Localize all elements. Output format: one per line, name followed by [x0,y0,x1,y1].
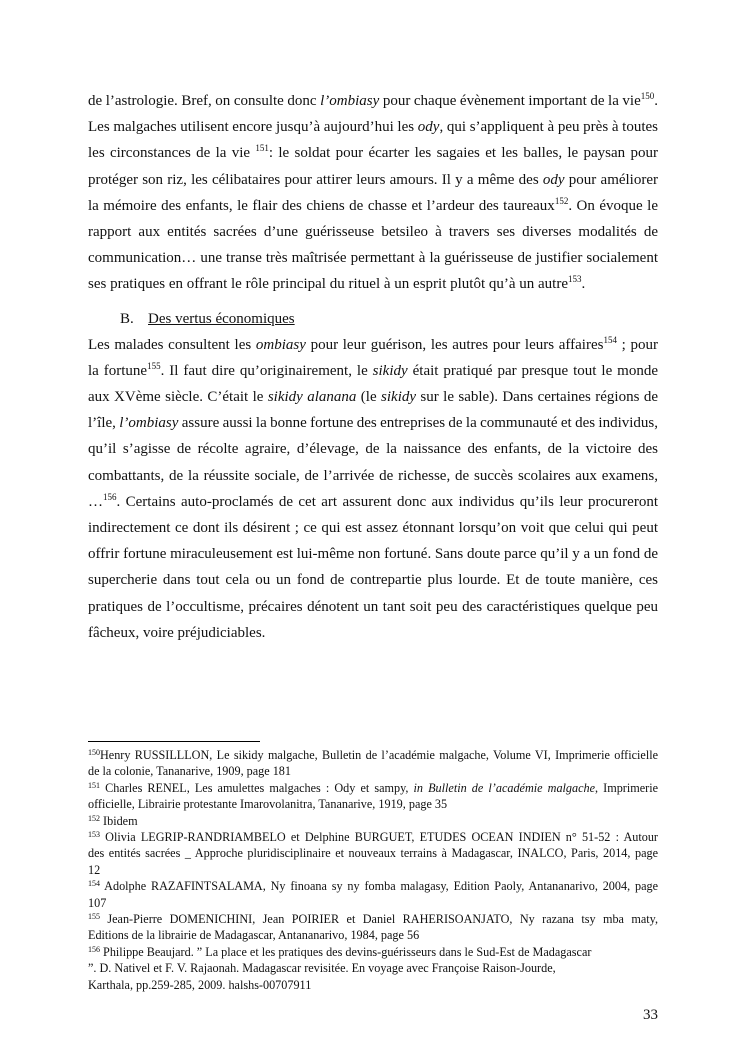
text-run: protéger son riz, les célibataires pour attirer leurs amours. Il y a même des [88,171,543,188]
section-letter: B. [120,310,134,327]
section-heading [88,308,658,330]
text-line [88,763,658,779]
footnote-ref: 153 [568,274,582,285]
footnote-154 [88,878,658,911]
text-run: indirectement ce dont ils désirent ; ce qui est assez étonnant lorsqu’on voit que celui qui peut [88,520,658,537]
text-run: sur le sable). Dans certaines régions de [416,389,658,406]
italic-term: l’ombiasy [320,93,380,109]
footnote-ref: 156 [88,944,100,954]
text-line [88,862,658,878]
text-run: Les malgaches utilisent encore jusqu’à aujourd’hui les [88,119,418,136]
text-run: des entités sacrées _ Approche pluridisciplinaire et nouveaux terrains à Madagascar, INALCO, Paris, 2014, page [88,846,658,861]
text-run: assure aussi la bonne fortune des entreprises de la communauté et des individus, [178,415,658,432]
text-line [88,88,658,114]
page-number: 33 [643,1007,658,1024]
text-line [88,594,658,620]
text-line [88,780,658,796]
text-line [88,515,658,541]
text-line [88,878,658,894]
text-run: qu’il s’agisse de récolte agraire, d’élevage, de la naissance des enfants, de la victoire des [88,441,658,458]
text-run: combattants, de la réussite sociale, de l’arrivée de richesse, de succès scolaires aux examens, [88,467,658,484]
text-line [88,358,658,384]
text-run: supercherie dans tout cela ou un fond de contrepartie plus lourde. Et de toute manière, ces [88,572,658,589]
text-line [88,796,658,812]
text-run: : le soldat pour écarter les sagaies et les balles, le paysan pour [268,145,658,162]
text-run: ”. D. Nativel et F. V. Rajaonah. Madagascar revisitée. En voyage avec Françoise Raison-Jourde, [88,961,556,976]
text-line [88,219,658,245]
text-run: Jean-Pierre DOMENICHINI, Jean POIRIER et Daniel RAHERISOANJATO, Ny razana tsy mba maty, [100,912,658,927]
footnote-ref: 150 [88,748,100,757]
text-line [88,140,658,166]
text-run: Henry RUSSILLLON, Le sikidy malgache, Bulletin de l’académie malgache, Volume VI, Imprimerie officielle [100,748,658,762]
text-run: Charles RENEL, Les amulettes malgaches : Ody et sampy, [100,780,414,795]
text-run: pratiques de l’occultisme, précaires dénotent un tant soit peu des caractéristiques quelque peu [88,598,658,615]
text-line [88,927,658,943]
text-line [88,895,658,911]
text-line [88,829,658,845]
footnote-ref: 156 [103,491,117,502]
footnote-153 [88,829,658,878]
footnote-ref: 150 [640,91,655,101]
text-run: la fortune [88,362,148,379]
text-line [88,193,658,219]
italic-term: ody [542,171,565,188]
italic-term: l’ombiasy [119,415,179,432]
text-run: ; pour [616,336,659,353]
text-run: officielle, Librairie protestante Imarovolanitra, Tananarive, 1919, page 35 [88,797,448,812]
footnote-ref: 154 [603,334,617,345]
text-run: ses pratiques en offrant le rôle principal du rituel à un esprit plutôt qu’à un autre [88,276,568,293]
text-line [88,436,658,462]
text-line [88,911,658,927]
text-run: , Imprimerie [595,780,658,795]
footnote-156 [88,944,658,993]
text-run: de la colonie, Tananarive, 1909, page 181 [88,764,291,779]
text-run: l’île, [88,415,120,432]
text-run: Editions de la librairie de Madagascar, Antananarivo, 1984, page 56 [88,928,420,943]
text-line [88,977,658,993]
footnote-separator [88,741,260,742]
footnote-ref: 154 [88,879,100,889]
text-line [88,541,658,567]
page-footer [88,741,658,1025]
italic-term: sikidy alanana [267,389,357,406]
footnote-ref: 151 [88,780,100,790]
text-run: de l’astrologie. Bref, on consulte donc [88,93,321,109]
text-run: la mémoire des enfants, le flair des chiens de chasse et l’ardeur des taureaux [88,197,555,214]
text-run: Adolphe RAZAFINTSALAMA, Ny finoana sy ny fomba malagasy, Edition Paoly, Antananarivo, 2004, page [100,879,658,894]
text-run: offrir fortune miraculeusement est lui-même non fortuné. Sans doute parce qu’il y a un fond de [88,546,658,563]
text-line [88,567,658,593]
text-run: pour chaque évènement important de la vie [379,93,641,109]
text-run: … [88,493,103,510]
text-line [88,463,658,489]
text-run: était pratiqué par presque tout le monde [407,362,659,379]
text-run: 12 [88,862,101,877]
text-run: . [654,93,658,109]
text-run: les circonstances de la vie [88,145,256,162]
text-run: , qui s’appliquent à peu près à toutes [439,119,658,136]
paragraph-astrology [88,88,658,298]
text-run: . On évoque le [568,197,658,214]
text-line [88,332,658,358]
text-run: . Il faut dire qu’originairement, le [160,362,373,379]
text-run: Olivia LEGRIP-RANDRIAMBELO et Delphine BURGUET, ETUDES OCEAN INDIEN n° 51-52 : Autour [100,830,658,845]
italic-term: in Bulletin de l’académie malgache [413,780,596,795]
text-run: 107 [88,895,107,910]
main-text [88,88,658,646]
text-line [88,960,658,976]
text-run: Les malades consultent les [88,336,256,353]
text-run: pour leur guérison, les autres pour leurs affaires [305,336,604,353]
footnotes [88,747,658,993]
text-run: Karthala, pp.259-285, 2009. halshs-00707911 [88,977,312,992]
footnote-ref: 155 [147,360,161,371]
text-line [88,114,658,140]
footnote-ref: 152 [88,813,100,823]
section-title: Des vertus économiques [148,310,295,327]
text-run: . [581,276,586,293]
text-run: Philippe Beaujard. ” La place et les pratiques des devins-guérisseurs dans le Sud-Est de Madagascar [100,944,592,959]
footnote-ref: 153 [88,830,100,840]
text-line [88,167,658,193]
italic-term: sikidy [372,362,408,379]
text-run: (le [356,389,382,406]
text-line [88,410,658,436]
footnote-151 [88,780,658,813]
footnote-150 [88,747,658,780]
footnote-ref: 151 [255,143,269,154]
text-run: Ibidem [100,813,138,828]
text-run: fâcheux, voire préjudiciables. [88,624,266,641]
text-line [88,384,658,410]
footnote-152 [88,813,658,829]
text-line [88,489,658,515]
text-run: rapport aux entités sacrées d’une guérisseuse betsileo à travers ses diverses modalités de [88,224,658,241]
italic-term: sikidy [381,389,417,406]
text-line [88,813,658,829]
text-line [88,747,658,763]
text-line [88,245,658,271]
italic-term: ody [417,119,440,136]
text-line [88,620,658,646]
text-run: pour améliorer [564,171,658,188]
text-line [88,845,658,861]
text-line [88,271,658,297]
text-run: aux XVème siècle. C’était le [88,389,268,406]
paragraph-economic-virtues [88,332,658,646]
italic-term: ombiasy [255,336,306,353]
footnote-155 [88,911,658,944]
text-run: . Certains auto-proclamés de cet art assurent donc aux individus qu’ils leur procureront [116,493,658,510]
text-run: communication… une transe très maîtrisée permettant à la guérisseuse de justifier socialement [88,250,658,267]
footnote-ref: 152 [554,195,569,206]
footnote-ref: 155 [88,912,100,922]
text-line [88,944,658,960]
